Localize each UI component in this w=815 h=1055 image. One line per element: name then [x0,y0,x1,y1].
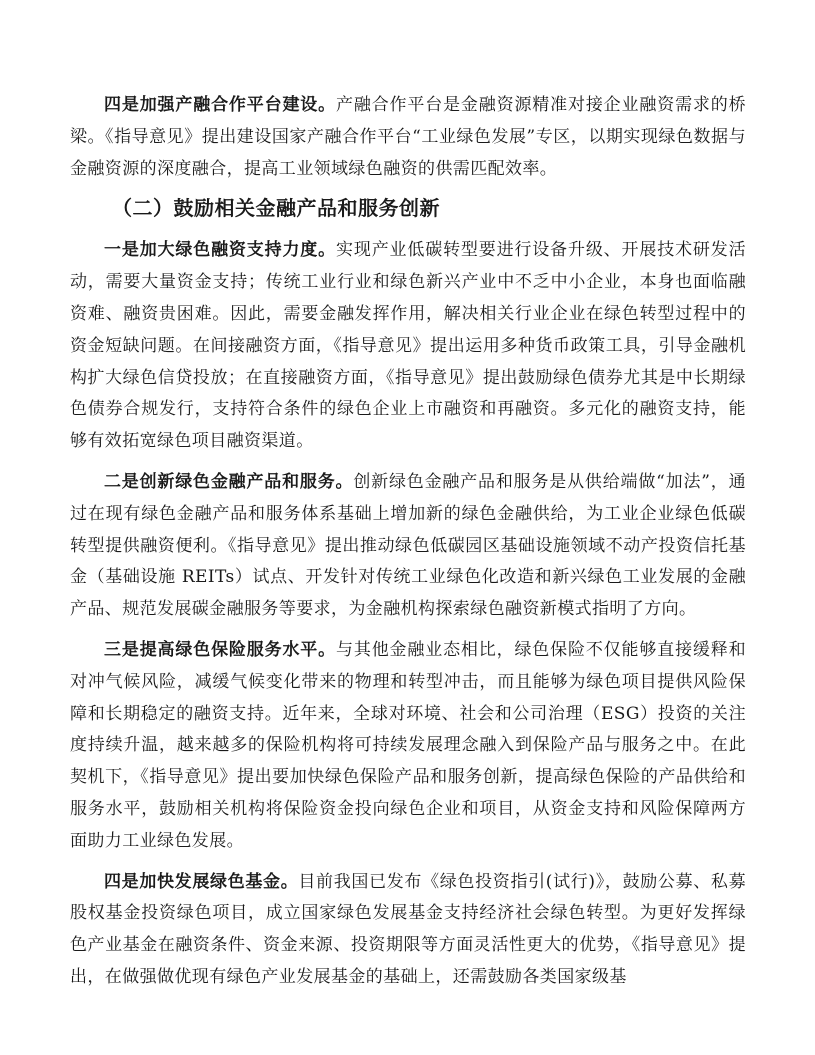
paragraph-body: 创新绿色金融产品和服务是从供给端做“加法”，通过在现有绿色金融产品和服务体系基础上增加新的绿色金融供给，为工业企业绿色低碳转型提供融资便利。《指导意见》提出推动绿色低碳园区基础设施领域不动产投资信托基金（基础设施 REITs）试点、开发针对传统工业绿色化改造和新兴绿色工业发展的金融产品、规范发展碳金融服务等要求，为金融机构探索绿色融资新模式指明了方向。 [70,471,746,620]
paragraph-body: 与其他金融业态相比，绿色保险不仅能够直接缓释和对冲气候风险，减缓气候变化带来的物理和转型冲击，而且能够为绿色项目提供风险保障和长期稳定的融资支持。近年来，全球对环境、社会和公司治理（ESG）投资的关注度持续升温，越来越多的保险机构将可持续发展理念融入到保险产品与服务之中。在此契机下，《指导意见》提出要加快绿色保险产品和服务创新，提高绿色保险的产品供给和服务水平，鼓励相关机构将保险资金投向绿色企业和项目，从资金支持和风险保障两方面助力工业绿色发展。 [70,639,747,851]
paragraph-lead: 四是加强产融合作平台建设。 [104,95,336,115]
paragraph-lead: 一是加大绿色融资支持力度。 [104,240,336,261]
paragraph-lead: 四是加快发展绿色基金。 [104,871,299,892]
paragraph-lead: 三是提高绿色保险服务水平。 [104,639,336,660]
document-page [70,90,746,994]
paragraph-body: 产融合作平台是金融资源精准对接企业融资需求的桥梁。《指导意见》提出建设国家产融合作平台“工业绿色发展”专区，以期实现绿色数据与金融资源的深度融合，提高工业领域绿色融资的供需匹配效率。 [70,95,747,179]
paragraph-lead: 二是创新绿色金融产品和服务。 [104,471,354,492]
paragraph-green-financing-support [70,235,746,458]
section-heading: （二）鼓励相关金融产品和服务创新 [112,196,440,221]
paragraph-body: 目前我国已发布《绿色投资指引(试行)》，鼓励公募、私募股权基金投资绿色项目，成立国家绿色发展基金支持经济社会绿色转型。为更好发挥绿色产业基金在融资条件、资金来源、投资期限等方面灵活性更大的优势，《指导意见》提出，在做强做优现有绿色产业发展基金的基础上，还需鼓励各类国家级基 [70,871,746,987]
paragraph-green-insurance [70,635,746,858]
paragraph-green-funds [70,867,746,994]
paragraph-industry-finance-platform [70,90,746,185]
paragraph-body: 实现产业低碳转型要进行设备升级、开展技术研发活动，需要大量资金支持；传统工业行业和绿色新兴产业中不乏中小企业，本身也面临融资难、融资贵困难。因此，需要金融发挥作用，解决相关行业企业在绿色转型过程中的资金短缺问题。在间接融资方面，《指导意见》提出运用多种货币政策工具，引导金融机构扩大绿色信贷投放；在直接融资方面，《指导意见》提出鼓励绿色债券尤其是中长期绿色债券合规发行，支持符合条件的绿色企业上市融资和再融资。多元化的融资支持，能够有效拓宽绿色项目融资渠道。 [70,240,747,452]
paragraph-green-finance-products [70,467,746,626]
